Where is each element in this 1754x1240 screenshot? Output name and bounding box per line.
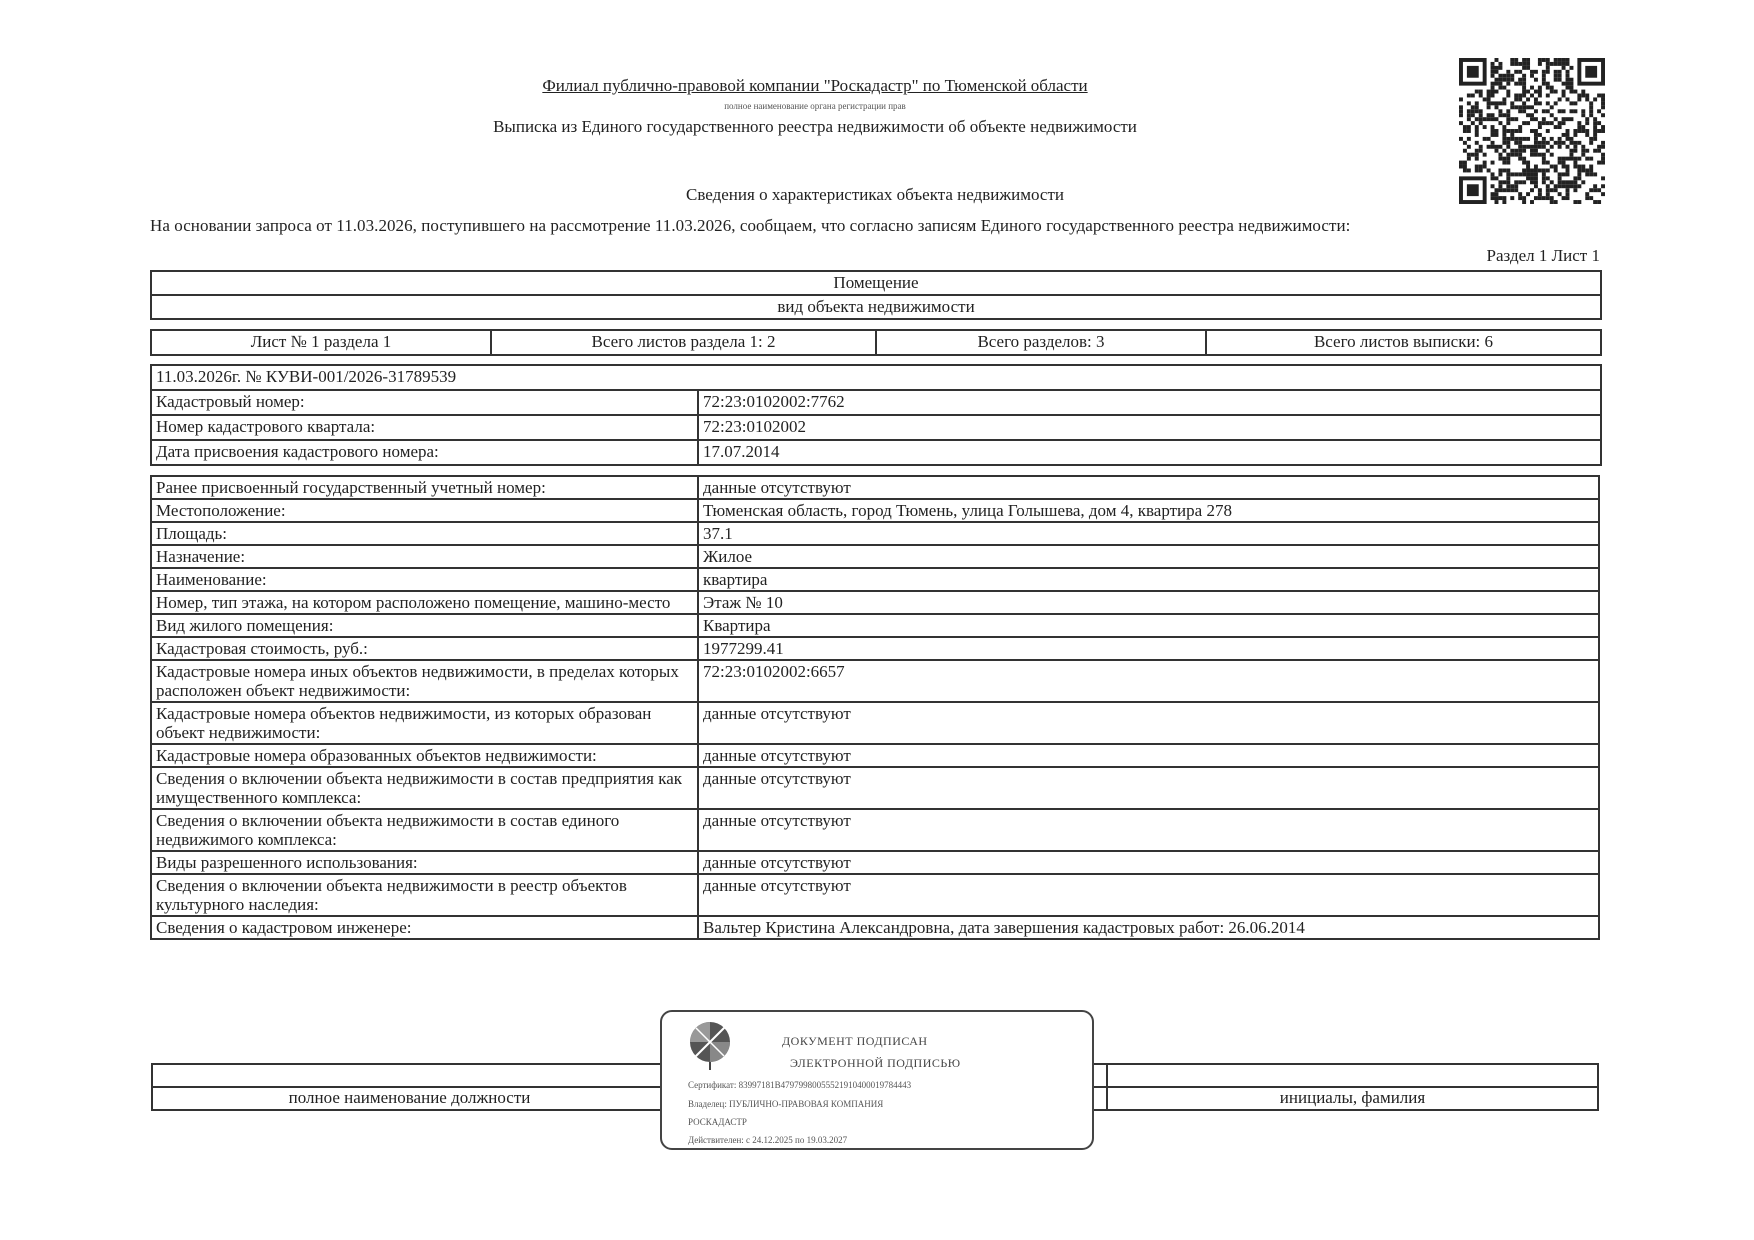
assignment-date-value: 17.07.2014: [698, 440, 1601, 465]
row-label: Кадастровая стоимость, руб.:: [151, 637, 698, 660]
basis-text: На основании запроса от 11.03.2026, поступившего на рассмотрение 11.03.2026, сообщаем, что согласно записям Единого государственного реестра недвижимости:: [150, 216, 1351, 235]
row-label: Ранее присвоенный государственный учетный номер:: [151, 476, 698, 499]
table-row: [151, 767, 1599, 809]
name-caption: инициалы, фамилия: [1107, 1087, 1598, 1110]
request-table: [150, 364, 1602, 466]
electronic-signature-stamp: [660, 1010, 1094, 1150]
total-sheets-extract: Всего листов выписки: 6: [1206, 330, 1601, 355]
table-row: [151, 702, 1599, 744]
row-value: данные отсутствуют: [698, 476, 1599, 499]
document-title: Выписка из Единого государственного реестра недвижимости об объекте недвижимости: [493, 117, 1137, 136]
row-value: Жилое: [698, 545, 1599, 568]
table-row: [151, 545, 1599, 568]
row-label: Номер, тип этажа, на котором расположено помещение, машино-место: [151, 591, 698, 614]
stamp-validity: Действителен: с 24.12.2025 по 19.03.2027: [688, 1135, 848, 1145]
row-label: Кадастровые номера образованных объектов недвижимости:: [151, 744, 698, 767]
position-caption: полное наименование должности: [152, 1087, 667, 1110]
row-label: Сведения о кадастровом инженере:: [151, 916, 698, 939]
row-label: Сведения о включении объекта недвижимости в состав единого недвижимого комплекса:: [151, 809, 698, 851]
row-label: Кадастровые номера иных объектов недвижимости, в пределах которых расположен объект недвижимости:: [151, 660, 698, 702]
assignment-date-label: Дата присвоения кадастрового номера:: [151, 440, 698, 465]
table-row: [151, 476, 1599, 499]
row-label: Виды разрешенного использования:: [151, 851, 698, 874]
stamp-owner-name: РОСКАДАСТР: [688, 1117, 747, 1127]
row-value: 1977299.41: [698, 637, 1599, 660]
row-label: Вид жилого помещения:: [151, 614, 698, 637]
cadastral-quarter-value: 72:23:0102002: [698, 415, 1601, 440]
row-value: Квартира: [698, 614, 1599, 637]
table-row: [151, 660, 1599, 702]
row-value: данные отсутствуют: [698, 767, 1599, 809]
row-value: 72:23:0102002:6657: [698, 660, 1599, 702]
row-value: данные отсутствуют: [698, 744, 1599, 767]
qr-code-icon: [1459, 58, 1605, 204]
table-row: [151, 568, 1599, 591]
stamp-owner: Владелец: ПУБЛИЧНО-ПРАВОВАЯ КОМПАНИЯ: [688, 1099, 884, 1109]
row-label: Сведения о включении объекта недвижимости в состав предприятия как имущественного комплекса:: [151, 767, 698, 809]
row-value: Вальтер Кристина Александровна, дата завершения кадастровых работ: 26.06.2014: [698, 916, 1599, 939]
row-label: Местоположение:: [151, 499, 698, 522]
organization-name: Филиал публично-правовой компании "Роскадастр" по Тюменской области: [542, 76, 1088, 95]
section-sheet-reference: Раздел 1 Лист 1: [1486, 246, 1600, 265]
sheets-info-table: [150, 329, 1602, 356]
table-row: [151, 499, 1599, 522]
table-row: [151, 614, 1599, 637]
stamp-signature-text: ЭЛЕКТРОННОЙ ПОДПИСЬЮ: [790, 1056, 961, 1070]
table-row: [151, 874, 1599, 916]
sheet-number: Лист № 1 раздела 1: [151, 330, 491, 355]
row-value: квартира: [698, 568, 1599, 591]
row-value: 37.1: [698, 522, 1599, 545]
row-value: данные отсутствуют: [698, 874, 1599, 916]
cadastral-quarter-label: Номер кадастрового квартала:: [151, 415, 698, 440]
row-label: Кадастровые номера объектов недвижимости, из которых образован объект недвижимости:: [151, 702, 698, 744]
object-type-caption: вид объекта недвижимости: [151, 295, 1601, 319]
row-label: Наименование:: [151, 568, 698, 591]
table-row: [151, 591, 1599, 614]
row-value: Тюменская область, город Тюмень, улица Голышева, дом 4, квартира 278: [698, 499, 1599, 522]
name-field: [1107, 1064, 1598, 1087]
table-row: [151, 522, 1599, 545]
table-row: [151, 809, 1599, 851]
table-row: [151, 851, 1599, 874]
total-sheets-section: Всего листов раздела 1: 2: [491, 330, 876, 355]
object-type-value: Помещение: [151, 271, 1601, 295]
row-value: данные отсутствуют: [698, 809, 1599, 851]
section-title: Сведения о характеристиках объекта недвижимости: [686, 185, 1064, 204]
object-type-table: [150, 270, 1602, 320]
table-row: [151, 637, 1599, 660]
table-row: [151, 916, 1599, 939]
roskadastr-logo-icon: [686, 1020, 734, 1072]
stamp-certificate: Сертификат: 83997181В47979980055521910400019784443: [688, 1080, 912, 1090]
request-id: 11.03.2026г. № КУВИ-001/2026-31789539: [151, 365, 1601, 390]
characteristics-table: [150, 475, 1600, 940]
total-sections: Всего разделов: 3: [876, 330, 1206, 355]
row-value: данные отсутствуют: [698, 702, 1599, 744]
row-label: Назначение:: [151, 545, 698, 568]
row-value: данные отсутствуют: [698, 851, 1599, 874]
organization-caption: полное наименование органа регистрации прав: [724, 101, 906, 111]
stamp-signed-text: ДОКУМЕНТ ПОДПИСАН: [782, 1034, 928, 1048]
table-row: [151, 744, 1599, 767]
row-value: Этаж № 10: [698, 591, 1599, 614]
row-label: Площадь:: [151, 522, 698, 545]
position-field: [152, 1064, 667, 1087]
cadastral-number-value: 72:23:0102002:7762: [698, 390, 1601, 415]
row-label: Сведения о включении объекта недвижимости в реестр объектов культурного наследия:: [151, 874, 698, 916]
cadastral-number-label: Кадастровый номер:: [151, 390, 698, 415]
